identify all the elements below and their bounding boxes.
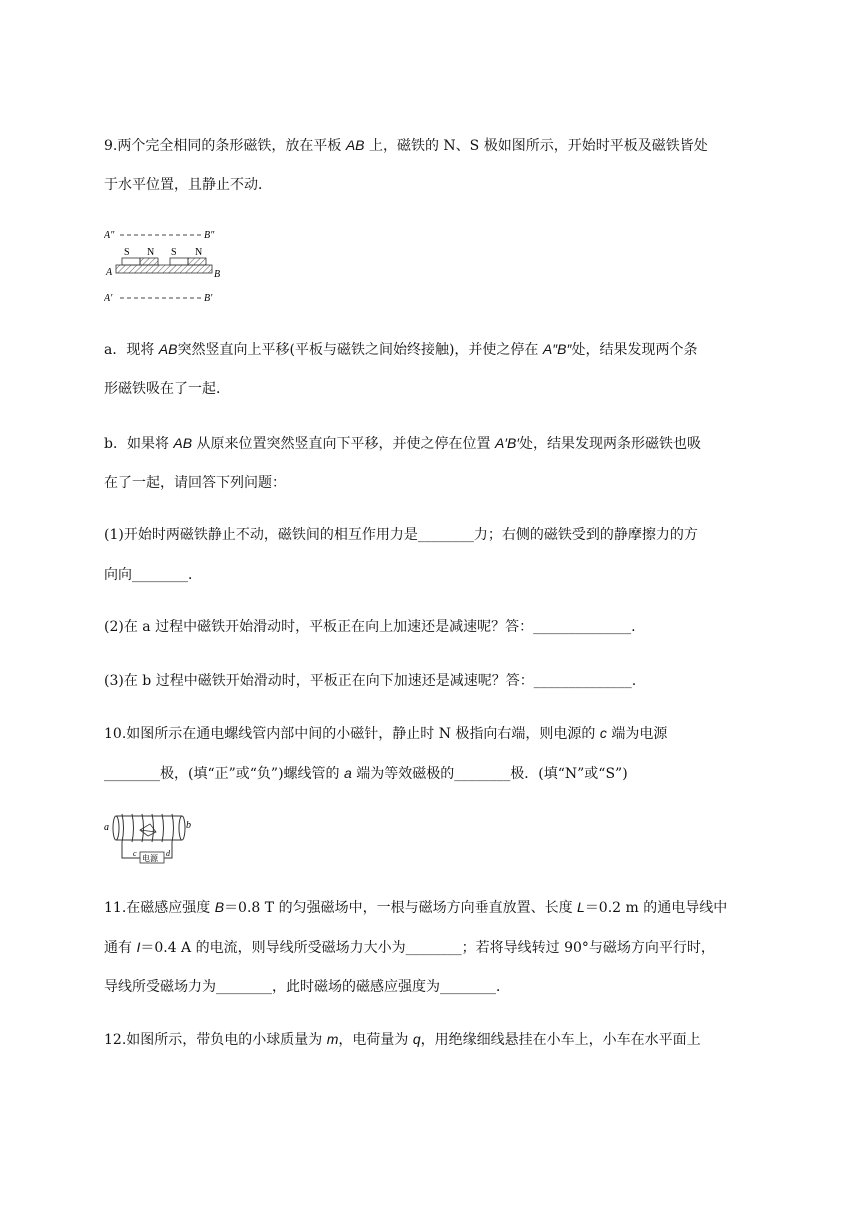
- q11-line-3: 导线所受磁场力为________，此时磁场的磁感应强度为________．: [104, 979, 510, 995]
- q9-b-line-1: b．如果将 AB 从原来位置突然竖直向下平移，并使之停在位置 A′B′处，结果发现两条形磁铁也吸: [104, 435, 701, 452]
- svg-text:电源: 电源: [142, 854, 158, 863]
- q10-line-2: ________极，(填“正”或“负”)螺线管的 a 端为等效磁极的________极．(填“N”或“S”): [104, 765, 628, 782]
- q11-line-1: 11.在磁感应强度 B＝0.8 T 的匀强磁场中，一根与磁场方向垂直放置、长度 L＝0.2 m 的通电导线中: [104, 899, 728, 916]
- svg-text:A′: A′: [104, 293, 113, 304]
- q9-sub-1-line-2: 向向________．: [104, 567, 202, 583]
- svg-text:c: c: [133, 849, 137, 858]
- svg-text:a: a: [104, 822, 109, 833]
- q9-line-2: 于水平位置，且静止不动．: [104, 177, 272, 193]
- svg-text:N: N: [147, 247, 155, 258]
- svg-text:S: S: [124, 247, 130, 258]
- q9-a-line-2: 形磁铁吸在了一起．: [104, 381, 230, 397]
- svg-text:B′: B′: [204, 293, 213, 304]
- solenoid-figure: [104, 806, 200, 868]
- svg-text:d: d: [166, 849, 170, 858]
- q9-b-line-2: 在了一起，请回答下列问题：: [104, 475, 286, 491]
- svg-text:S: S: [171, 247, 177, 258]
- svg-text:A″: A″: [104, 230, 115, 241]
- svg-text:B″: B″: [204, 230, 215, 241]
- svg-text:N: N: [195, 247, 203, 258]
- q9-line-1: 9.两个完全相同的条形磁铁，放在平板 AB 上，磁铁的 N、S 极如图所示，开始时平板及磁铁皆处: [104, 137, 708, 154]
- q9-sub-2: (2)在 a 过程中磁铁开始滑动时，平板正在向上加速还是减速呢？答：______________.: [104, 619, 636, 635]
- svg-text:A: A: [106, 267, 113, 278]
- svg-text:B: B: [214, 269, 221, 280]
- q12-line-1: 12.如图所示，带负电的小球质量为 m，电荷量为 q，用绝缘细线悬挂在小车上，小车在水平面上: [104, 1031, 701, 1048]
- q11-line-2: 通有 I＝0.4 A 的电流，则导线所受磁场力大小为________；若将导线转过 90°与磁场方向平行时，: [104, 939, 715, 956]
- q9-a-line-1: a．现将 AB突然竖直向上平移(平板与磁铁之间始终接触)，并使之停在 A″B″处，结果发现两个条: [104, 341, 698, 358]
- q9-sub-1-line-1: (1)开始时两磁铁静止不动，磁铁间的相互作用力是________力；右侧的磁铁受到的静摩擦力的方: [104, 527, 698, 543]
- magnets-figure: [104, 224, 224, 306]
- q9-sub-3: (3)在 b 过程中磁铁开始滑动时，平板正在向下加速还是减速呢？答：______________.: [104, 673, 637, 689]
- q10-line-1: 10.如图所示在通电螺线管内部中间的小磁针，静止时 N 极指向右端，则电源的 c 端为电源: [104, 725, 668, 742]
- svg-text:b: b: [186, 820, 191, 831]
